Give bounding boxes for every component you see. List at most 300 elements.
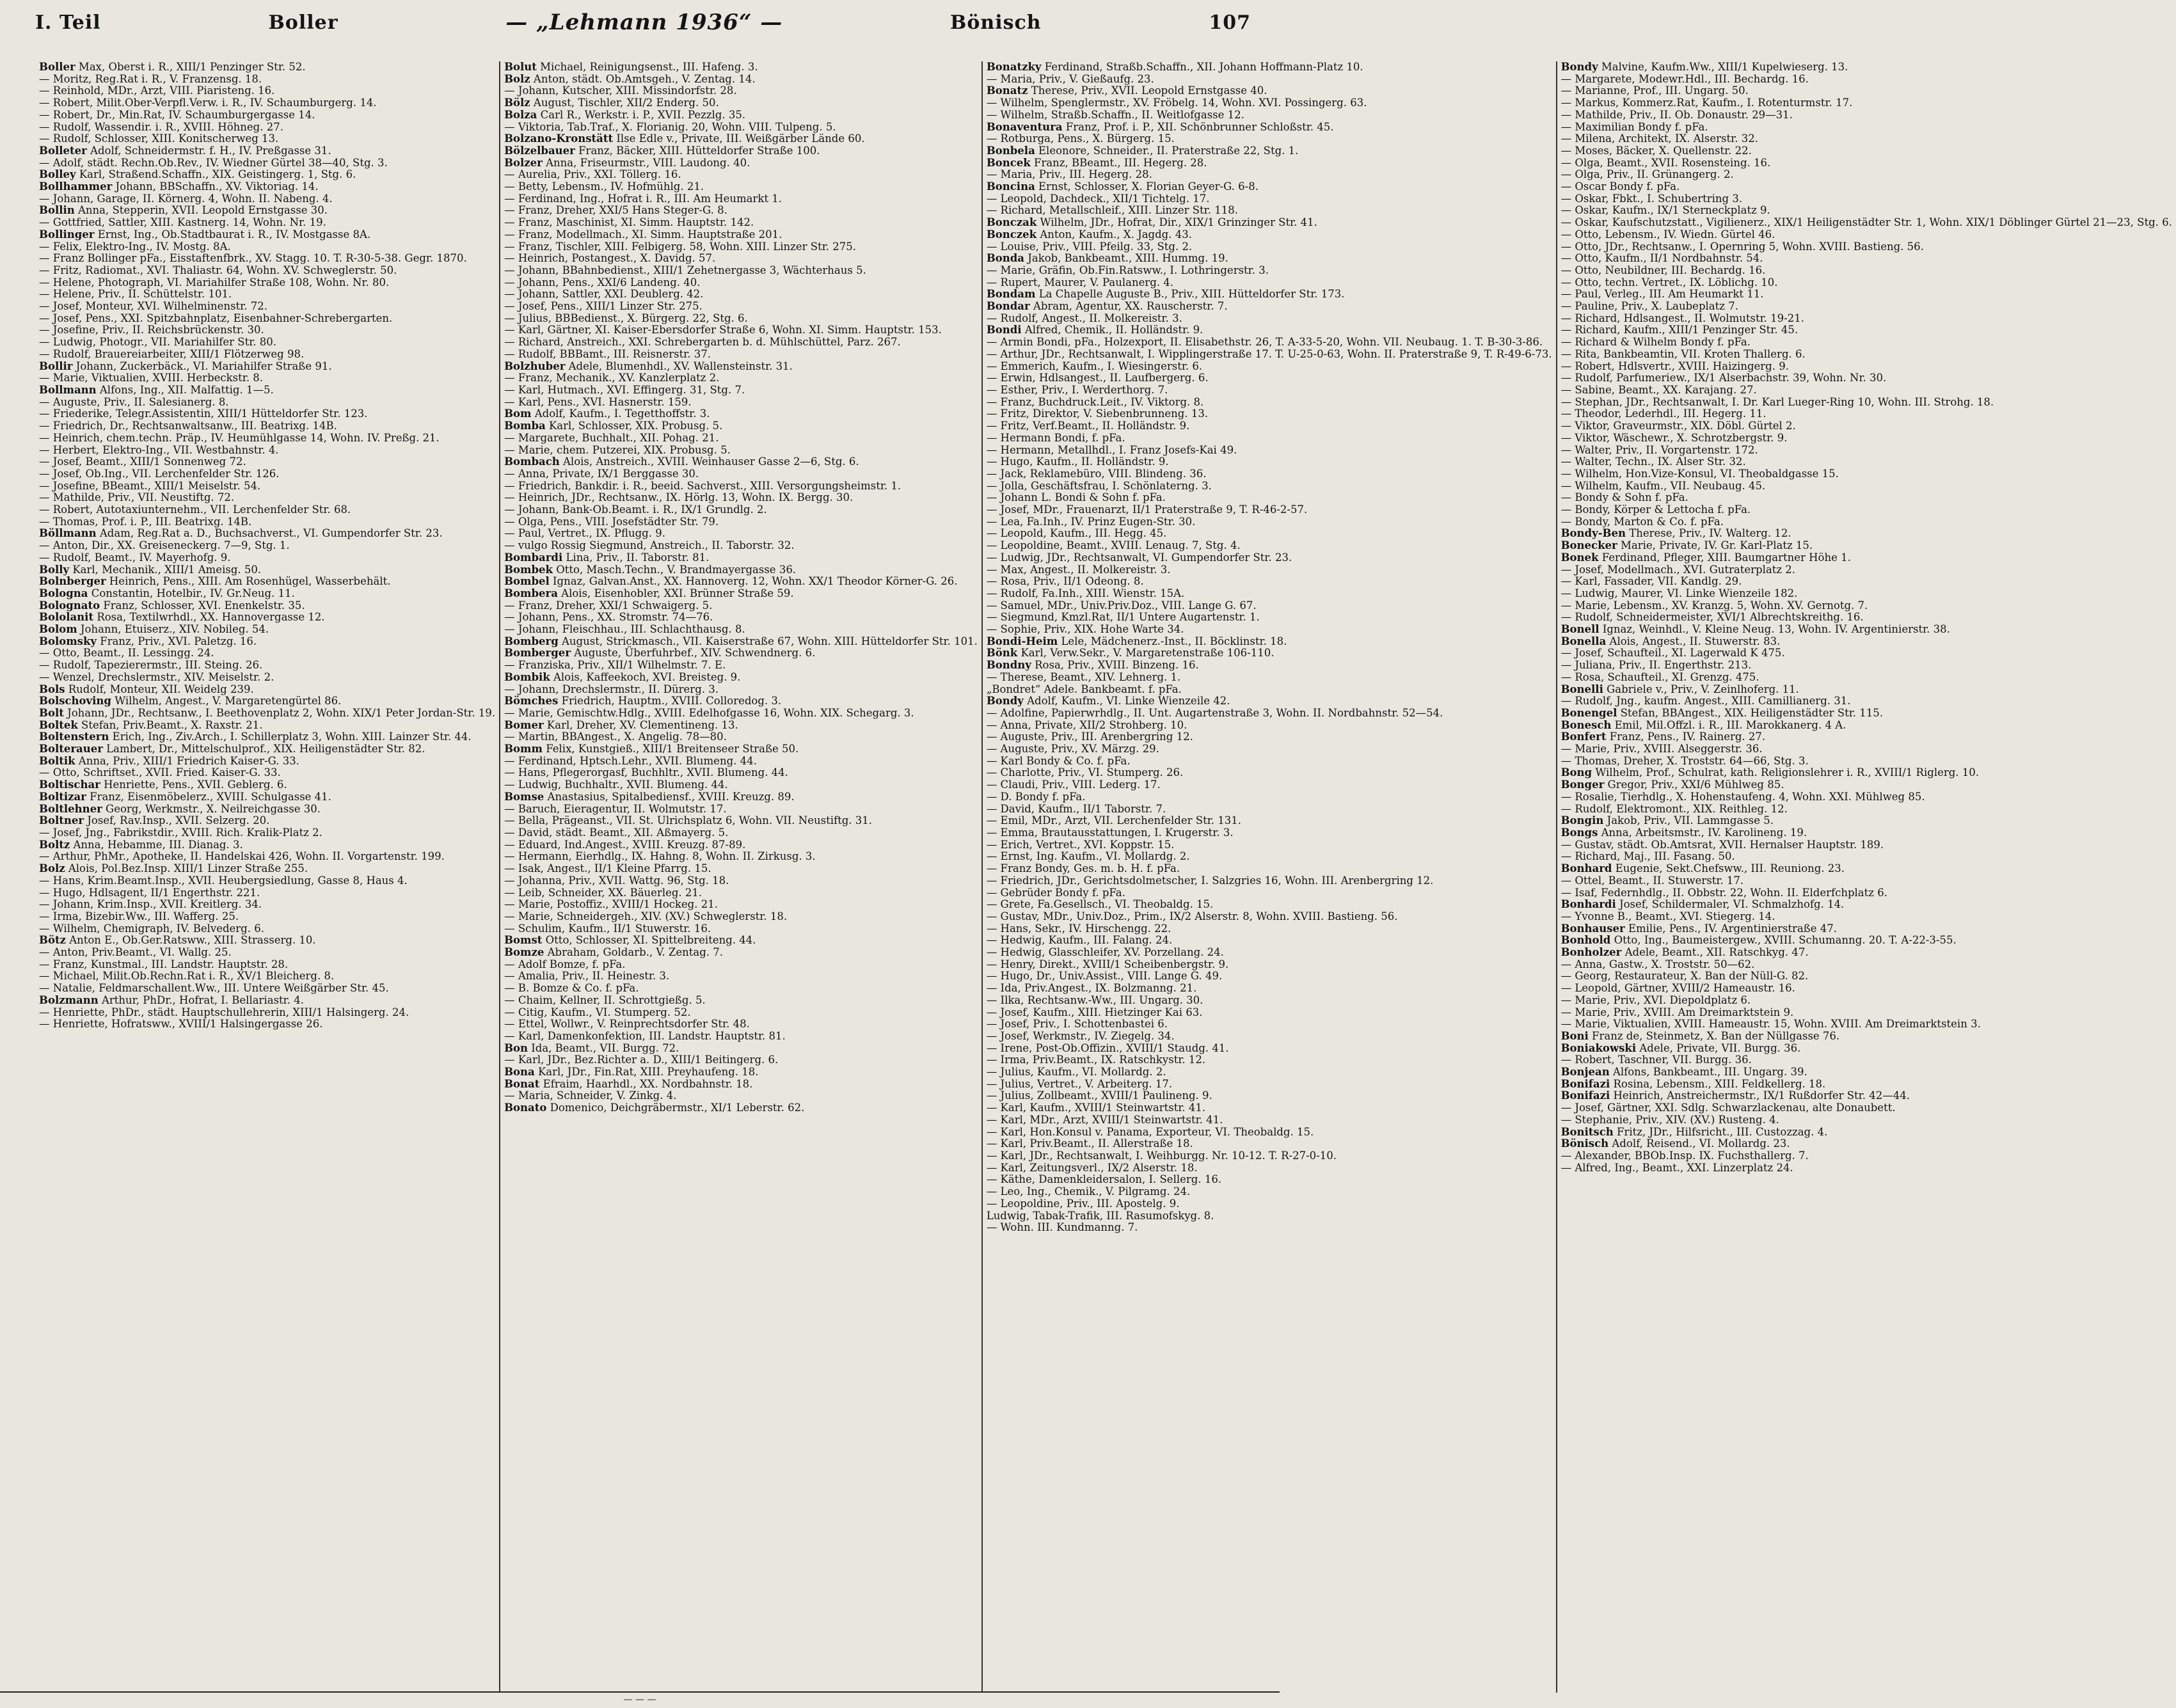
directory-entry — [1561, 624, 2172, 636]
directory-entry — [987, 1174, 1552, 1186]
directory-entry — [987, 1198, 1552, 1210]
directory-entry — [1561, 397, 2172, 409]
directory-entry — [1561, 743, 2172, 755]
directory-entry — [39, 552, 495, 564]
directory-entry — [39, 540, 495, 552]
directory-entry — [987, 516, 1552, 528]
entry-surname: Bonhardi — [1561, 898, 1616, 911]
directory-entry — [987, 109, 1552, 122]
entry-details: Wilhelm, Angest., V. Margaretengürtel 86. — [111, 695, 342, 708]
entry-details: Otto, Ing., Baumeistergew., XVIII. Schumanng. 20. T. A-22-3-55. — [1610, 934, 1957, 947]
directory-entry — [1561, 504, 2172, 516]
directory-entry — [987, 301, 1552, 313]
entry-details: — Viktor, Wäschewr., X. Schrotzbergstr. 9. — [1561, 431, 1788, 444]
directory-entry — [39, 133, 495, 145]
directory-entry — [987, 827, 1552, 839]
entry-details: — Johann, Pens., XX. Stromstr. 74—76. — [504, 611, 713, 624]
entry-details: — Robert, Dr., Min.Rat, IV. Schaumburgergasse 14. — [39, 108, 315, 121]
entry-details: Emilie, Pens., IV. Argentinierstraße 47. — [1624, 922, 1838, 935]
entry-details: — Samuel, MDr., Univ.Priv.Doz., VIII. Lange G. 67. — [986, 599, 1257, 612]
entry-details: — Leopold, Dachdeck., XII/1 Tichtelg. 17. — [986, 192, 1210, 205]
entry-details: — Franz Bollinger pFa., Eisstaftenfbrk., XV. Stagg. 10. T. R-30-5-38. Gegr. 1870. — [39, 252, 467, 265]
directory-entry — [987, 970, 1552, 983]
directory-entry — [1561, 875, 2172, 887]
entry-details: — Franz, Tischler, XIII. Felbigerg. 58, Wohn. XIII. Linzer Str. 275. — [504, 240, 856, 253]
directory-entry — [39, 181, 495, 193]
directory-entry — [504, 564, 978, 576]
directory-entry — [504, 277, 978, 289]
entry-details: — Alexander, BBOb.Insp. IX. Fuchsthallerg. 7. — [1561, 1149, 1809, 1162]
entry-details: — Karl, Fassader, VII. Kandlg. 29. — [1561, 575, 1742, 588]
entry-details: — Josef, Priv., I. Schottenbastei 6. — [986, 1018, 1168, 1031]
entry-details: — B. Bomze & Co. f. pFa. — [504, 982, 639, 995]
entry-details: — Bondy & Sohn f. pFa. — [1561, 491, 1688, 504]
directory-entry — [987, 983, 1552, 995]
directory-entry — [39, 217, 495, 229]
entry-details: — Marie, chem. Putzerei, XIX. Probusg. 5. — [504, 443, 731, 456]
directory-entry — [1561, 313, 2172, 325]
entry-details: — Ferdinand, Hptsch.Lehr., XVII. Blumeng. 44. — [504, 754, 757, 767]
entry-surname: Bondy — [1561, 61, 1598, 73]
directory-entry — [987, 1102, 1552, 1114]
entry-details: — Wilhelm, Hon.Vize-Konsul, VI. Theobaldgasse 15. — [1561, 467, 1839, 480]
directory-entry — [1561, 1018, 2172, 1031]
directory-entry — [987, 647, 1552, 660]
directory-entry — [987, 767, 1552, 779]
entry-details: — Robert, Milit.Ober-Verpfl.Verw. i. R., IV. Schaumburgerg. 14. — [39, 97, 377, 109]
directory-entry — [987, 1186, 1552, 1198]
entry-details: — Josef, Monteur, XVI. Wilhelminenstr. 72. — [39, 300, 267, 313]
entry-surname: Bomberger — [504, 647, 571, 660]
entry-surname: Bondi — [986, 324, 1022, 336]
entry-surname: Bombel — [504, 575, 550, 588]
entry-details: — Margarete, Buchhalt., XII. Pohag. 21. — [504, 431, 719, 444]
entry-details: — vulgo Rossig Siegmund, Anstreich., II. Taborstr. 32. — [504, 539, 795, 552]
entry-details: — Marie, Schneidergeh., XIV. (XV.) Schweglerstr. 18. — [504, 910, 788, 922]
directory-entry — [39, 564, 495, 576]
directory-entry — [987, 600, 1552, 612]
entry-details: — Marie, Priv., XVI. Diepoldplatz 6. — [1561, 993, 1751, 1006]
directory-entry — [504, 313, 978, 325]
entry-details: — Friedrich, Bankdir. i. R., beeid. Sachverst., XIII. Versorgungsheimstr. 1. — [504, 479, 901, 492]
directory-entry — [987, 995, 1552, 1007]
entry-details: Josef, Schildermaler, VI. Schmalzhofg. 14. — [1616, 898, 1845, 911]
directory-entry — [987, 899, 1552, 911]
directory-entry — [504, 445, 978, 457]
entry-surname: Bolleter — [39, 144, 87, 157]
directory-entry — [1561, 708, 2172, 720]
entry-surname: Bomst — [504, 934, 543, 947]
directory-entry — [504, 636, 978, 648]
entry-details: — Rotburga, Pens., X. Bürgerg. 15. — [986, 132, 1175, 145]
directory-entry — [39, 468, 495, 480]
directory-entry — [504, 923, 978, 935]
directory-entry — [504, 863, 978, 875]
directory-entry — [1561, 1066, 2172, 1079]
directory-entry — [987, 445, 1552, 457]
directory-entry — [39, 815, 495, 827]
entry-details: — Ernst, Ing. Kaufm., VI. Mollardg. 2. — [986, 850, 1190, 863]
directory-entry — [1561, 336, 2172, 349]
entry-details: Alfred, Chemik., II. Holländstr. 9. — [1021, 324, 1203, 336]
directory-entry — [987, 1018, 1552, 1031]
page-footer: — — — — [0, 1691, 1280, 1708]
entry-details: — Ettel, Wollwr., V. Reinprechtsdorfer Str. 48. — [504, 1018, 750, 1031]
directory-entry — [987, 480, 1552, 493]
entry-details: — Franz, Mechanik., XV. Kanzlerplatz 2. — [504, 372, 720, 384]
entry-details: — Richard, Kaufm., XIII/1 Penzinger Str. 45. — [1561, 324, 1799, 336]
entry-details: Adele, Private, VII. Burgg. 36. — [1636, 1041, 1801, 1054]
directory-entry — [39, 624, 495, 636]
entry-details: — Leopoldine, Priv., III. Apostelg. 9. — [986, 1197, 1180, 1210]
directory-entry — [504, 1102, 978, 1114]
entry-surname: Bötz — [39, 934, 66, 947]
directory-entry — [987, 1162, 1552, 1174]
entry-details: — Hans, Sekr., IV. Hirschengg. 22. — [986, 922, 1171, 935]
entry-details: — Rupert, Maurer, V. Paulanerg. 4. — [986, 276, 1174, 289]
directory-entry — [987, 408, 1552, 420]
entry-details: — Betty, Lebensm., IV. Hofmühlg. 21. — [504, 180, 704, 193]
entry-surname: Bollin — [39, 204, 75, 217]
directory-entry — [987, 576, 1552, 588]
directory-entry — [1561, 552, 2172, 564]
directory-entry — [39, 612, 495, 624]
directory-entry — [39, 863, 495, 875]
entry-details: — Walter, Priv., II. Vorgartenstr. 172. — [1561, 443, 1758, 456]
entry-details: Carl R., Werkstr. i. P., XVII. Pezzlg. 35. — [537, 108, 746, 121]
entry-details: — Franz Bondy, Ges. m. b. H. f. pFa. — [986, 862, 1180, 875]
entry-details: — Natalie, Feldmarschallent.Ww., III. Untere Weißgärber Str. 45. — [39, 982, 389, 995]
directory-entry — [1561, 755, 2172, 768]
entry-details: Alois, Eisenhobler, XXI. Brünner Straße 59. — [557, 587, 794, 599]
entry-surname: Bolschoving — [39, 695, 111, 708]
directory-entry — [1561, 420, 2172, 432]
directory-entry — [987, 169, 1552, 181]
directory-entry — [1561, 947, 2172, 959]
entry-surname: Bonat — [504, 1077, 540, 1090]
entry-details: — Adolf, städt. Rechn.Ob.Rev., IV. Wiedner Gürtel 38—40, Stg. 3. — [39, 156, 388, 169]
directory-entry — [1561, 935, 2172, 947]
entry-details: — Julius, Kaufm., VI. Mollardg. 2. — [986, 1066, 1166, 1079]
directory-entry — [504, 839, 978, 851]
entry-details: — Rudolf, Parfumeriew., IX/1 Alserbachstr. 39, Wohn. Nr. 30. — [1561, 372, 1887, 384]
entry-details: — Hedwig, Glasschleifer, XV. Porzellang. 24. — [986, 946, 1224, 959]
directory-entry — [504, 74, 978, 86]
directory-entry — [1561, 277, 2172, 289]
entry-surname: Boncek — [986, 156, 1031, 169]
entry-details: — Marianne, Prof., III. Ungarg. 50. — [1561, 84, 1749, 97]
entry-details: — Johann, Drechslermstr., II. Dürerg. 3. — [504, 683, 719, 695]
directory-entry — [39, 193, 495, 205]
directory-entry — [1561, 445, 2172, 457]
entry-surname: Bollhammer — [39, 180, 113, 193]
directory-entry — [39, 277, 495, 289]
entry-surname: Boltlehner — [39, 802, 102, 815]
directory-entry — [987, 157, 1552, 170]
directory-entry — [1561, 863, 2172, 875]
directory-entry — [1561, 851, 2172, 863]
directory-entry — [39, 672, 495, 684]
entry-details: — David, städt. Beamt., XII. Aßmayerg. 5. — [504, 826, 729, 839]
entry-details: — Wilhelm, Chemigraph, IV. Belvederg. 6. — [39, 922, 264, 935]
entry-details: — Theodor, Lederhdl., III. Hegerg. 11. — [1561, 407, 1767, 420]
directory-entry — [1561, 600, 2172, 612]
directory-entry — [39, 947, 495, 959]
directory-entry — [987, 731, 1552, 743]
entry-details: — Käthe, Damenkleidersalon, I. Sellerg. 16. — [986, 1173, 1222, 1186]
entry-details: — Friedrich, Dr., Rechtsanwaltsanw., III. Beatrixg. 14B. — [39, 420, 337, 432]
entry-surname: Bombach — [504, 455, 560, 468]
last-name-on-page: Bönisch — [950, 11, 1042, 34]
entry-details: — Rosalie, Tierhdlg., X. Hohenstaufeng. 4, Wohn. XXI. Mühlweg 85. — [1561, 790, 1925, 803]
directory-entry — [1561, 193, 2172, 205]
directory-entry — [504, 935, 978, 947]
entry-details: — Anton, Priv.Beamt., VI. Wallg. 25. — [39, 946, 232, 959]
directory-entry — [1561, 205, 2172, 217]
entry-details: — Marie, Gemischtw.Hdlg., XVIII. Edelhofgasse 16, Wohn. XIX. Schegarg. 3. — [504, 706, 914, 719]
directory-entry — [504, 61, 978, 74]
entry-details: — Auguste, Priv., III. Arenbergring 12. — [986, 731, 1193, 743]
entry-details: Adele, Blumenhdl., XV. Wallensteinstr. 31. — [565, 360, 793, 372]
directory-entry — [39, 456, 495, 468]
entry-details: — Henry, Direkt., XVIII/1 Scheibenbergstr. 9. — [986, 958, 1229, 970]
entry-details: — Richard & Wilhelm Bondy f. pFa. — [1561, 336, 1751, 349]
directory-entry — [39, 600, 495, 612]
directory-entry — [987, 695, 1552, 708]
directory-entry — [1561, 720, 2172, 732]
entry-details: Rudolf, Monteur, XII. Weidelg 239. — [65, 683, 254, 695]
directory-entry — [1561, 995, 2172, 1007]
directory-entry — [504, 887, 978, 899]
directory-entry — [1561, 528, 2172, 540]
entry-surname: Bomer — [504, 718, 544, 731]
directory-entry — [504, 468, 978, 480]
entry-surname: Bollir — [39, 360, 73, 372]
entry-details: — Karl, Gärtner, XI. Kaiser-Ebersdorfer Straße 6, Wohn. XI. Simm. Hauptstr. 153. — [504, 324, 942, 336]
entry-details: Friedrich, Hauptm., XVIII. Colloredog. 3. — [558, 695, 782, 708]
directory-entry — [39, 1007, 495, 1019]
entry-details: — Helene, Photograph, VI. Mariahilfer Straße 108, Wohn. Nr. 80. — [39, 276, 390, 289]
entry-details: — Leib, Schneider, XX. Bäuerleg. 21. — [504, 886, 703, 899]
entry-details: — Rudolf, Angest., II. Molkereistr. 3. — [986, 312, 1182, 324]
entry-details: — Mathilde, Priv., II. Ob. Donaustr. 29—31. — [1561, 108, 1793, 121]
directory-entry — [39, 803, 495, 816]
directory-entry — [987, 1007, 1552, 1019]
entry-details: — Franz, Modellmach., XI. Simm. Hauptstraße 201. — [504, 228, 782, 241]
directory-entry — [504, 408, 978, 420]
directory-entry — [39, 504, 495, 516]
directory-entry — [987, 1114, 1552, 1127]
directory-entry — [504, 85, 978, 97]
directory-entry — [1561, 923, 2172, 935]
entry-details: — Franz, Buchdruck.Leit., IV. Viktorg. 8. — [986, 395, 1204, 408]
directory-entry — [987, 205, 1552, 217]
directory-entry — [1561, 839, 2172, 851]
directory-entry — [987, 636, 1552, 648]
entry-details: Felix, Kunstgieß., XIII/1 Breitenseer Straße 50. — [542, 743, 799, 755]
entry-surname: Bongs — [1561, 826, 1598, 839]
directory-entry — [39, 74, 495, 86]
entry-surname: Bonato — [504, 1102, 547, 1114]
entry-details: — Irma, Priv.Beamt., IX. Ratschkystr. 12. — [986, 1054, 1206, 1066]
entry-details: — Stephanie, Priv., XIV. (XV.) Rusteng. 4. — [1561, 1113, 1779, 1126]
directory-entry — [504, 947, 978, 959]
entry-details: — Erich, Vertret., XVI. Koppstr. 15. — [986, 838, 1175, 851]
entry-details: Adele, Beamt., XII. Ratschkyg. 47. — [1621, 946, 1809, 959]
directory-entry — [504, 109, 978, 122]
directory-entry — [987, 432, 1552, 445]
entry-details: Franz, Bäcker, XIII. Hütteldorfer Straße 100. — [575, 144, 820, 157]
entry-surname: Bolzhuber — [504, 360, 566, 372]
directory-entry — [504, 672, 978, 684]
entry-details: Franz de, Steinmetz, X. Ban der Nüllgasse 76. — [1588, 1029, 1840, 1042]
directory-entry — [39, 647, 495, 660]
entry-details: — Anna, Private, XII/2 Strohberg. 10. — [986, 718, 1187, 731]
directory-entry — [1561, 1007, 2172, 1019]
entry-details: — Rudolf, Elektromont., XIX. Reithleg. 12. — [1561, 802, 1788, 815]
entry-details: — Arthur, PhMr., Apotheke, II. Handelskai 426, Wohn. II. Vorgartenstr. 199. — [39, 850, 445, 863]
entry-details: — Adolf Bomze, f. pFa. — [504, 958, 626, 970]
directory-entry — [39, 684, 495, 696]
entry-surname: Bolterauer — [39, 743, 103, 755]
directory-entry — [39, 97, 495, 109]
directory-entry — [1561, 74, 2172, 86]
entry-details: Gregor, Priv., XXI/6 Mühlweg 85. — [1604, 779, 1784, 791]
directory-entry — [39, 923, 495, 935]
entry-details: Franz, Priv., XVI. Paletzg. 16. — [97, 635, 257, 647]
entry-details: — Oskar, Kaufschutzstatt., Vigilienerz., XIX/1 Heiligenstädter Str. 1, Wohn. XIX/1 Döblinger Gürtel 21—23, Stg. 6. — [1561, 216, 2172, 229]
directory-entry — [987, 289, 1552, 301]
entry-details: — Schulim, Kaufm., II/1 Stuwerstr. 16. — [504, 922, 711, 935]
entry-details: — Lea, Fa.Inh., IV. Prinz Eugen-Str. 30. — [986, 515, 1196, 528]
directory-entry — [1561, 1079, 2172, 1091]
entry-details: Adolf, Kaufm., VI. Linke Wienzeile 42. — [1023, 695, 1230, 708]
entry-details: Ernst, Schlosser, X. Florian Geyer-G. 6-8. — [1035, 180, 1259, 193]
entry-details: Auguste, Überfuhrbef., XIV. Schwendnerg. 6. — [570, 647, 816, 660]
entry-details: — Richard, Maj., III. Fasang. 50. — [1561, 850, 1735, 863]
directory-entry — [987, 552, 1552, 564]
entry-details: Anna, Hebamme, III. Dianag. 3. — [70, 838, 243, 851]
directory-entry — [1561, 827, 2172, 839]
entry-details: — Wilhelm, Straßb.Schaffn., II. Weitlofgasse 12. — [986, 108, 1244, 121]
directory-entry — [504, 767, 978, 779]
directory-entry — [504, 169, 978, 181]
directory-entry — [1561, 887, 2172, 899]
directory-entry — [39, 911, 495, 923]
entry-details: — Irene, Post-Ob.Offizin., XVIII/1 Staudg. 41. — [986, 1041, 1229, 1054]
entry-details: — Josef, Jng., Fabrikstdir., XVIII. Rich. Kralik-Platz 2. — [39, 826, 322, 839]
directory-entry — [504, 324, 978, 336]
entry-surname: Bonengel — [1561, 706, 1617, 719]
entry-details: — Wohn. III. Kundmanng. 7. — [986, 1221, 1138, 1234]
entry-surname: Bonhold — [1561, 934, 1611, 947]
entry-details: — Hedwig, Kaufm., III. Falang. 24. — [986, 934, 1173, 947]
entry-surname: Bols — [39, 683, 65, 695]
directory-entry — [987, 1066, 1552, 1079]
entry-surname: Bonella — [1561, 635, 1607, 647]
entry-details: Anna, Priv., XIII/1 Friedrich Kaiser-G. 33. — [75, 754, 299, 767]
directory-entry — [987, 1150, 1552, 1162]
directory-entry — [987, 660, 1552, 672]
directory-entry — [39, 384, 495, 397]
entry-details: — Johann, Garage, II. Körnerg. 4, Wohn. II. Nabeng. 4. — [39, 192, 333, 205]
entry-details: Stefan, Priv.Beamt., X. Raxstr. 21. — [77, 718, 263, 731]
entry-details: Fritz, JDr., Hilfsricht., III. Custozzag. 4. — [1613, 1125, 1828, 1138]
directory-entry — [504, 516, 978, 528]
entry-details: Jakob, Bankbeamt., XIII. Hummg. 19. — [1024, 252, 1228, 265]
entry-surname: Boltik — [39, 754, 75, 767]
directory-entry — [39, 767, 495, 779]
entry-surname: Bongin — [1561, 814, 1604, 827]
directory-entry — [39, 708, 495, 720]
entry-surname: Bologna — [39, 587, 88, 599]
entry-details: — Julius, Vertret., V. Arbeiterg. 17. — [986, 1077, 1173, 1090]
entry-details: — Josef, Modellmach., XVI. Gutraterplatz 2. — [1561, 563, 1796, 576]
entry-details: — Esther, Priv., I. Werderthorg. 7. — [986, 383, 1168, 396]
entry-details: — Josef, Werkmstr., IV. Ziegelg. 34. — [986, 1029, 1175, 1042]
directory-entry — [1561, 241, 2172, 253]
entry-surname: Bonatzky — [986, 61, 1042, 73]
first-name-on-page: Boller — [268, 11, 338, 34]
entry-details: — Adolfine, Papierwrhdlg., II. Unt. Augartenstraße 3, Wohn. II. Nordbahnstr. 52—54. — [986, 706, 1443, 719]
entry-details: — Johann, Bank-Ob.Beamt. i. R., IX/1 Grundlg. 2. — [504, 503, 767, 516]
entry-details: — Felix, Elektro-Ing., IV. Mostg. 8A. — [39, 240, 231, 253]
entry-details: Rosa, Textilwrhdl., XX. Hannovergasse 12. — [93, 611, 325, 624]
directory-entry — [1561, 660, 2172, 672]
directory-entry — [39, 636, 495, 648]
directory-entry — [39, 265, 495, 277]
directory-entry — [987, 122, 1552, 134]
directory-entry — [504, 349, 978, 361]
entry-surname: Bonesch — [1561, 718, 1612, 731]
entry-details: — Irma, Bizebir.Ww., III. Wafferg. 25. — [39, 910, 239, 922]
entry-surname: Bolognato — [39, 599, 100, 612]
entry-surname: Bolomsky — [39, 635, 97, 647]
directory-entry — [1561, 983, 2172, 995]
entry-details: Domenico, Deichgräbermstr., XI/1 Leberstr. 62. — [546, 1102, 805, 1114]
entry-details: — Leopold, Gärtner, XVIII/2 Hameaustr. 16. — [1561, 982, 1795, 995]
entry-details: Anna, Friseurmstr., VIII. Laudong. 40. — [542, 156, 750, 169]
entry-details: — Ottel, Beamt., II. Stuwerstr. 17. — [1561, 874, 1744, 887]
entry-details: Alois, Anstreich., XVIII. Weinhauser Gasse 2—6, Stg. 6. — [559, 455, 859, 468]
entry-surname: Bolza — [504, 108, 537, 121]
entry-details: — Anna, Private, IX/1 Berggasse 30. — [504, 467, 699, 480]
directory-entry — [39, 779, 495, 791]
entry-details: — Ludwig, JDr., Rechtsanwalt, VI. Gumpendorfer Str. 23. — [986, 551, 1292, 564]
entry-details: — Thomas, Prof. i. P., III. Beatrixg. 14B. — [39, 515, 252, 528]
entry-details: — Stephan, JDr., Rechtsanwalt, I. Dr. Karl Lueger-Ring 10, Wohn. III. Strohg. 18. — [1561, 395, 1994, 408]
entry-details: Ida, Beamt., VII. Burgg. 72. — [528, 1041, 679, 1054]
entry-details: — Viktoria, Tab.Traf., X. Florianig. 20, Wohn. VIII. Tulpeng. 5. — [504, 120, 836, 133]
directory-entry — [39, 408, 495, 420]
entry-details: — Olga, Priv., II. Grünangerg. 2. — [1561, 168, 1734, 181]
directory-entry — [504, 1066, 978, 1079]
directory-entry — [987, 815, 1552, 827]
directory-entry — [39, 349, 495, 361]
directory-entry — [39, 145, 495, 157]
entry-surname: Boniakowski — [1561, 1041, 1637, 1054]
entry-surname: Bololanit — [39, 611, 94, 624]
entry-details: — Karl, Hutmach., XVI. Effingerg. 31, Stg. 7. — [504, 383, 745, 396]
entry-details: Johann, Etuiserz., XIV. Nobileg. 54. — [77, 623, 269, 636]
entry-details: Anna, Arbeitsmstr., IV. Karolineng. 19. — [1598, 826, 1807, 839]
directory-entry — [504, 301, 978, 313]
directory-entry — [1561, 384, 2172, 397]
entry-details: — Otto, Neubildner, III. Bechardg. 16. — [1561, 264, 1766, 276]
entry-surname: Bonaventura — [986, 120, 1063, 133]
page-header — [0, 0, 1280, 45]
entry-details: Franz, BBeamt., III. Hegerg. 28. — [1030, 156, 1207, 169]
